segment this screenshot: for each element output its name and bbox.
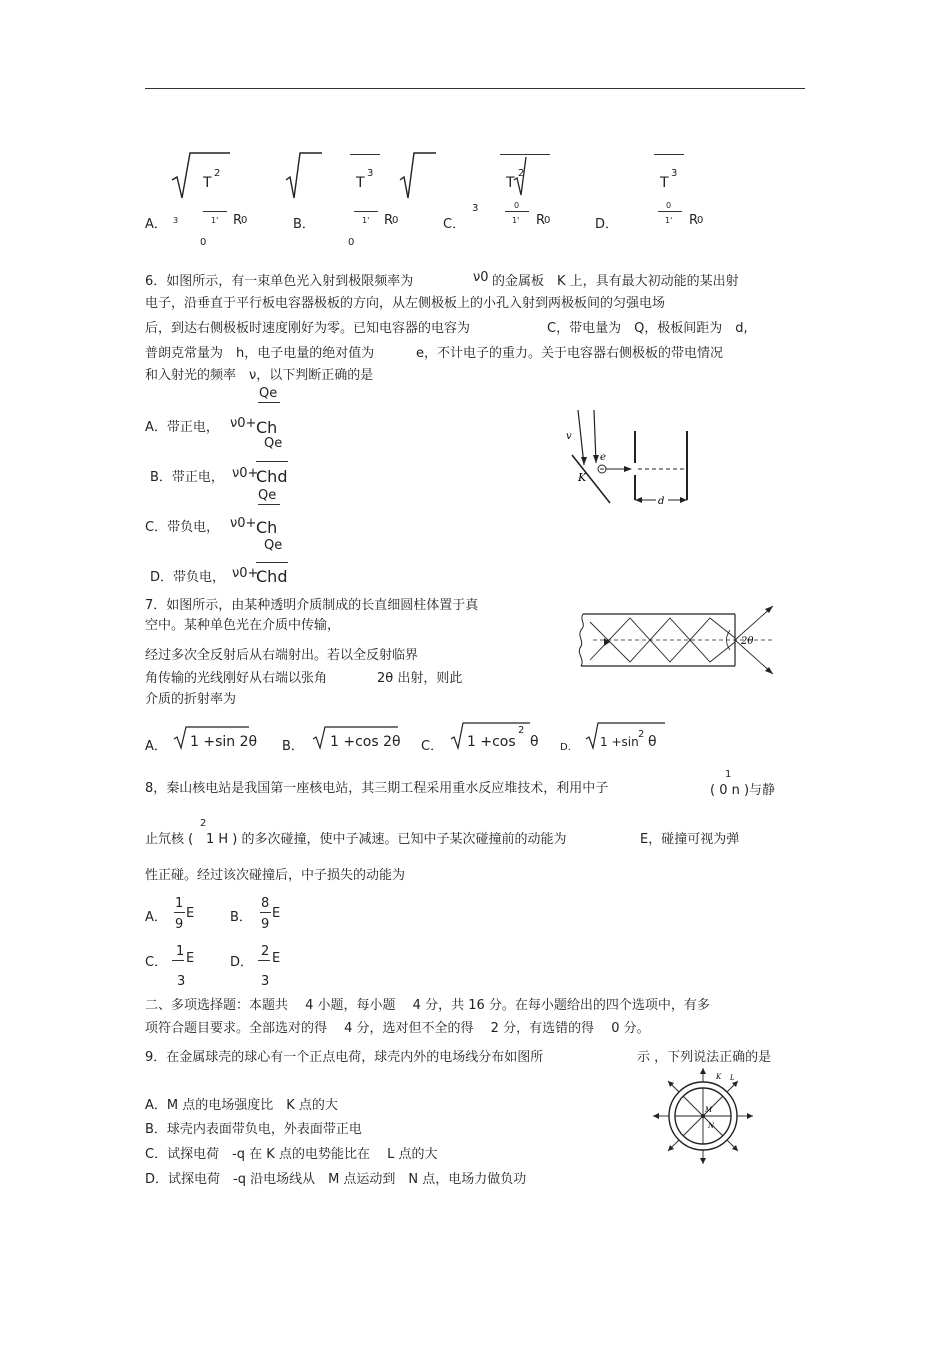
q6-c-den: Ch [256, 518, 278, 537]
q8-b-label: B． [230, 910, 252, 925]
q8-b-E: E [272, 906, 281, 921]
q9-option-d: D．试探电荷 -q 沿电场线从 M 点运动到 N 点，电场力做负功 [145, 1172, 527, 1187]
q7-c-label: C． [421, 739, 444, 754]
q7-line5: 介质的折射率为 [145, 692, 237, 707]
q7-d-sup: 2 [638, 729, 645, 740]
q8-a-label: A． [145, 910, 167, 925]
q7-line1: 7．如图所示，由某种透明介质制成的长直细圆柱体置于真 [145, 598, 479, 613]
q6-fig-d: d [658, 496, 665, 507]
q7-line4a: 角传输的光线刚好从右端以张角 [145, 671, 328, 686]
q5-d-sup: 3 [671, 168, 678, 179]
q5-a-tiny: 1' [211, 216, 219, 225]
q8-a-E: E [186, 906, 195, 921]
q7-line3: 经过多次全反射后从右端射出。若以全反射临界 [145, 648, 419, 663]
q9-line1a: 9．在金属球壳的球心有一个正点电荷，球壳内外的电场线分布如图所 [145, 1050, 544, 1065]
q6-d-den: Chd [256, 567, 288, 586]
q6-c-num: Qe [258, 488, 277, 503]
q8-c-num: 1 [176, 944, 185, 959]
q5-b-R0: 0 [392, 215, 399, 226]
q8-c-label: C． [145, 955, 168, 970]
q6-a-label: A．带正电， [145, 420, 219, 435]
q5-d-zero-top: 0 [666, 201, 672, 210]
q5-b-overbar [350, 154, 380, 155]
q5-c-sup: 2 [518, 168, 525, 179]
q5-a-R: R [233, 213, 243, 228]
q8-line3: 性正碰。经过该次碰撞后，中子损失的动能为 [145, 868, 406, 883]
q5-b-sup: 3 [367, 168, 374, 179]
q5-d-label: D． [595, 217, 619, 232]
q5-d-R: R [689, 213, 699, 228]
q6-d-label: D．带负电， [150, 570, 226, 585]
q8-c-den: 3 [177, 974, 186, 989]
q7-fig-angle: 2θ [741, 636, 754, 647]
q8-b-den: 9 [261, 917, 270, 932]
q7-d-expr: 1 +sin [600, 735, 639, 749]
q5-d-R0: 0 [697, 215, 704, 226]
q9-option-c: C．试探电荷 -q 在 K 点的电势能比在 L 点的大 [145, 1147, 438, 1162]
q6-line5a: 和入射光的频率 ν，以下判断正确的是 [145, 368, 374, 383]
header-rule [145, 88, 805, 89]
q8-d-den: 3 [261, 974, 270, 989]
q6-line4a: 普朗克常量为 h，电子电量的绝对值为 [145, 346, 375, 361]
q6-b-num: Qe [264, 436, 283, 451]
q6-fig-K: K [578, 471, 587, 484]
q6-fig-e: e [600, 452, 606, 463]
q5-b-zero-below: 0 [348, 237, 355, 248]
q5-a-sup: 2 [214, 168, 221, 179]
q9-fig-K: K [716, 1073, 722, 1081]
q6-c-label: C．带负电， [145, 520, 220, 535]
q6-a-v: ν0+ [230, 416, 257, 431]
q6-b-bar [256, 461, 288, 462]
q9-fig-N: N [708, 1122, 715, 1130]
q8-line1: 8，秦山核电站是我国第一座核电站，其三期工程采用重水反应堆技术，利用中子 [145, 781, 609, 796]
q5-radical-c [398, 150, 438, 210]
q5-a-frac-bar [203, 211, 227, 212]
q6-line3b: C，带电量为 Q，极板间距为 d, [547, 321, 748, 336]
q7-a-label: A． [145, 739, 167, 754]
q8-n-sup: 1 [725, 769, 732, 780]
q6-fig-v: v [566, 431, 572, 442]
q6-b-label: B．带正电， [150, 470, 224, 485]
q7-b-expr: 1 +cos 2θ [330, 734, 401, 750]
q9-option-b: B．球壳内表面带负电，外表面带正电 [145, 1122, 362, 1137]
q8-b-num: 8 [261, 896, 270, 911]
q8-c-bar [172, 960, 184, 961]
q6-line1b: 的金属板 K 上，具有最大初动能的某出射 [492, 274, 739, 289]
q8-line2a: 止氘核 ( [145, 832, 194, 847]
q5-c-R0: 0 [544, 215, 551, 226]
q5-c-R: R [536, 213, 546, 228]
q7-a-expr: 1 +sin 2θ [190, 734, 258, 750]
q9-line1b: 示 ，下列说法正确的是 [637, 1050, 772, 1065]
q5-d-overbar [654, 154, 684, 155]
q7-d-label: D． [560, 742, 578, 753]
q7-line2: 空中。某种单色光在介质中传输， [145, 618, 341, 633]
q5-b-frac-bar [354, 211, 378, 212]
q8-line2c: E，碰撞可视为弹 [640, 832, 740, 847]
q9-option-a: A．M 点的电场强度比 K 点的大 [145, 1098, 338, 1113]
q5-c-three: 3 [472, 203, 479, 214]
q6-capacitor-figure [560, 405, 710, 510]
q7-fiber-figure [575, 602, 785, 682]
q6-line4b: e，不计电子的重力。关于电容器右侧极板的带电情况 [416, 346, 723, 361]
q5-a-zero-below: 0 [200, 237, 207, 248]
q5-c-T: T [506, 175, 515, 191]
q5-radical-c2 [512, 155, 542, 205]
q5-radical-b [284, 150, 324, 210]
q6-line3a: 后，到达右侧极板时速度刚好为零。已知电容器的电容为 [145, 321, 471, 336]
q5-a-label: A． [145, 217, 167, 232]
q9-sphere-figure [648, 1066, 758, 1166]
q5-a-T: T [203, 175, 212, 191]
q5-d-T: T [660, 175, 669, 191]
q8-line2-sup: 2 [200, 818, 207, 829]
q6-b-v: ν0+ [232, 466, 259, 481]
q6-d-bar [256, 562, 288, 563]
q5-a-three: 3 [173, 216, 179, 225]
q5-c-frac-bar [505, 211, 529, 212]
q9-fig-L: L [730, 1074, 735, 1082]
q5-a-R0: 0 [241, 215, 248, 226]
q6-a-num: Qe [259, 386, 278, 401]
q5-d-tiny: 1' [665, 216, 673, 225]
q9-fig-M: M [705, 1106, 713, 1114]
q7-line4b: 2θ 出射，则此 [377, 671, 463, 686]
q8-d-label: D． [230, 955, 254, 970]
q6-line1: 6．如图所示，有一束单色光入射到极限频率为 [145, 274, 414, 289]
section2-line1: 二、多项选择题：本题共 4 小题，每小题 4 分，共 16 分。在每小题给出的四个选项中，有多 [145, 998, 710, 1013]
q6-c-v: ν0+ [230, 516, 257, 531]
q8-d-num: 2 [261, 944, 270, 959]
q5-c-zero-top: 0 [514, 201, 520, 210]
q5-b-T: T [356, 175, 365, 191]
q5-b-R: R [384, 213, 394, 228]
q6-line2: 电子，沿垂直于平行板电容器极板的方向，从左侧极板上的小孔入射到两极板间的匀强电场 [145, 296, 666, 311]
q8-a-bar [174, 912, 185, 913]
q5-c-tiny: 1' [512, 216, 520, 225]
q6-a-bar [258, 402, 280, 403]
q6-b-den: Chd [256, 467, 288, 486]
q7-c-sup: 2 [518, 725, 525, 736]
q8-line2b: 1 H ) 的多次碰撞，使中子减速。已知中子某次碰撞前的动能为 [206, 832, 567, 847]
q8-b-bar [260, 912, 271, 913]
q5-d-frac-bar [658, 211, 682, 212]
q5-c-label: C． [443, 217, 466, 232]
q7-b-label: B． [282, 739, 304, 754]
q8-n-symbol: ( 0 n )与静 [710, 783, 776, 798]
q6-d-v: ν0+ [232, 566, 259, 581]
q6-a-den: Ch [256, 418, 278, 437]
q8-a-den: 9 [175, 917, 184, 932]
q8-c-E: E [186, 951, 195, 966]
q8-a-num: 1 [175, 896, 184, 911]
q6-d-num: Qe [264, 538, 283, 553]
q7-c-tail: θ [530, 734, 539, 750]
q8-d-bar [258, 960, 270, 961]
q8-d-E: E [272, 951, 281, 966]
section2-line2: 项符合题目要求。全部选对的得 4 分，选对但不全的得 2 分，有选错的得 0 分。 [145, 1021, 650, 1036]
q7-c-expr: 1 +cos [467, 734, 516, 750]
q6-v0: ν0 [473, 270, 489, 285]
q5-b-label: B． [293, 217, 315, 232]
q6-c-bar [258, 504, 280, 505]
q7-d-tail: θ [648, 734, 657, 750]
q5-b-tiny: 1' [362, 216, 370, 225]
